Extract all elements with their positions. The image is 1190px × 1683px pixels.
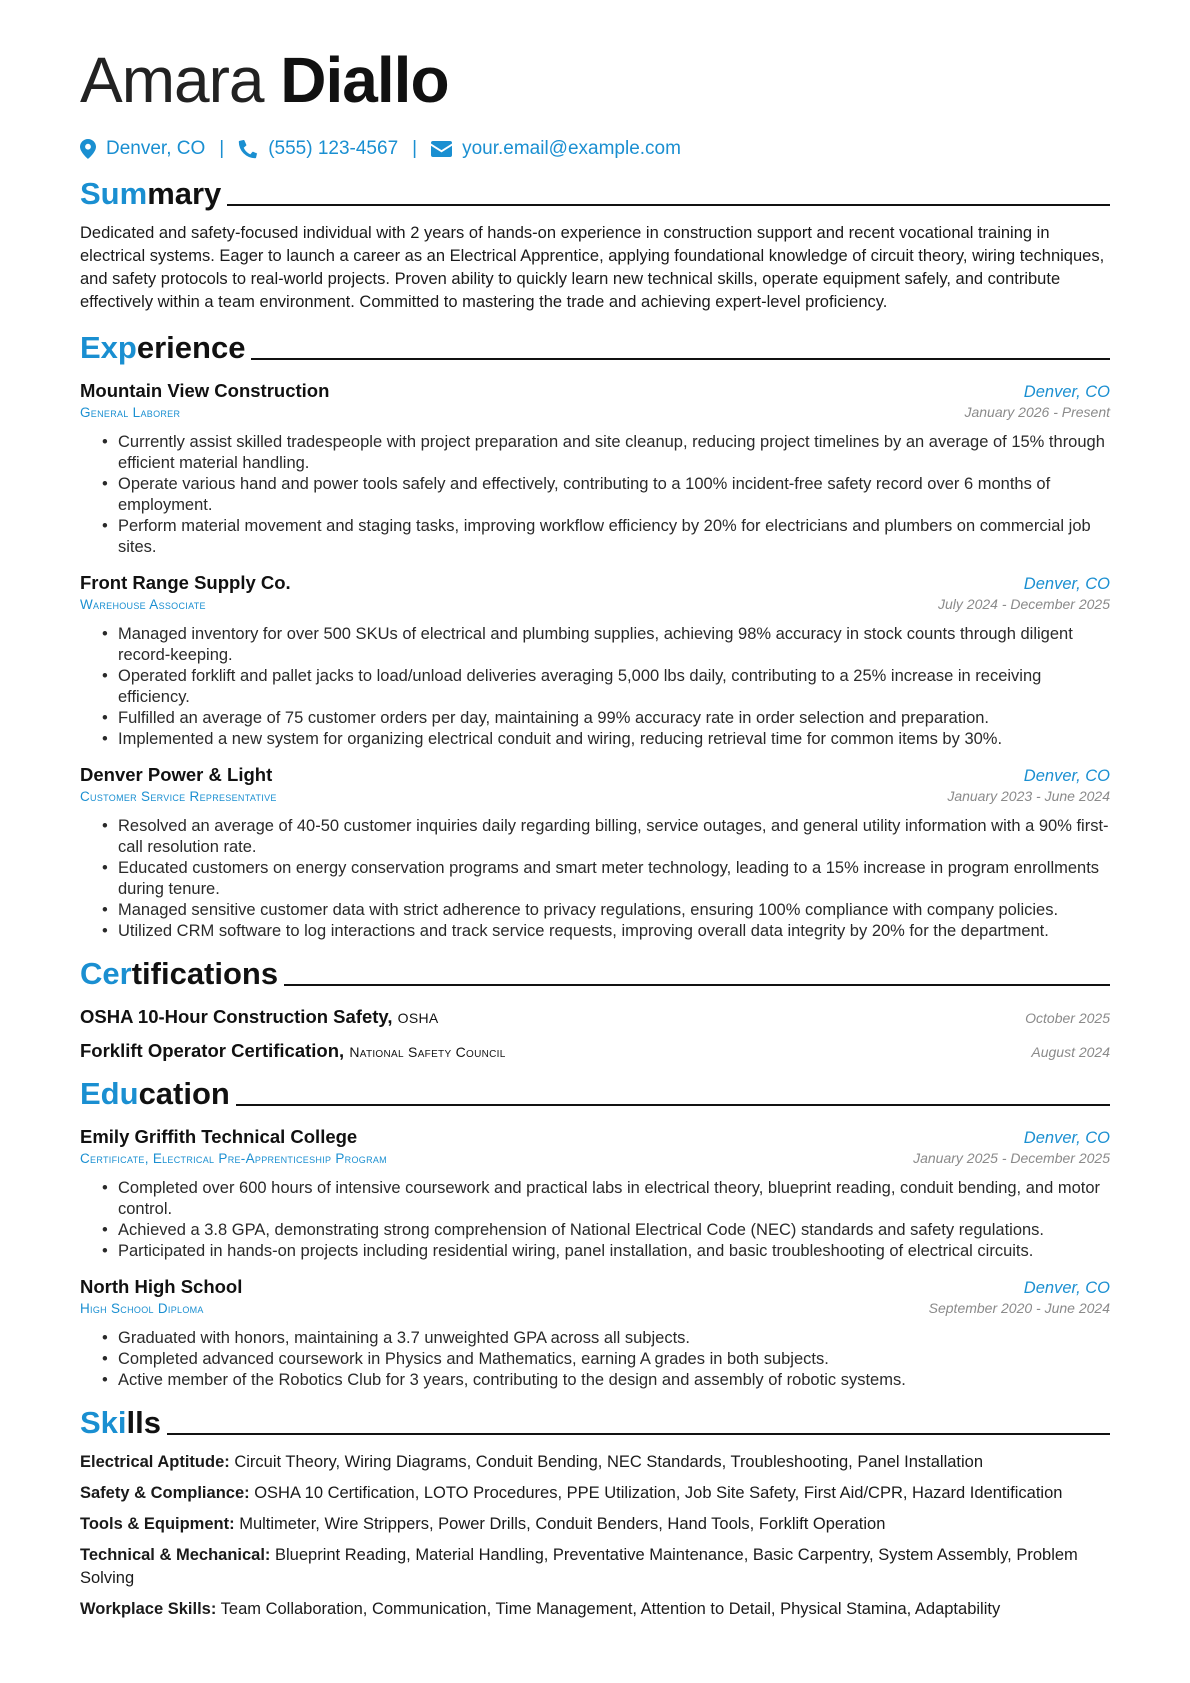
list-item: • Implemented a new system for organizing electrical conduit and wiring, reducing retrieval time for common items by 30%. — [118, 729, 1110, 750]
section-title: Skills — [80, 1405, 161, 1440]
skill-row — [80, 1451, 1110, 1474]
job-title: General Laborer — [80, 405, 181, 420]
list-item: • Perform material movement and staging tasks, improving workflow efficiency by 20% for electricians and plumbers on commercial job sites. — [118, 516, 1110, 558]
school-location: Denver, CO — [1023, 1129, 1110, 1147]
skill-values: Blueprint Reading, Material Handling, Preventative Maintenance, Basic Carpentry, System Assembly, Problem Solving — [80, 1546, 1078, 1587]
list-item: • Educated customers on energy conservation programs and smart meter technology, leading to a 15% increase in program enrollments during tenure. — [118, 858, 1110, 900]
location-text: Denver, CO — [106, 138, 206, 159]
job-dates: July 2024 - December 2025 — [938, 596, 1110, 612]
experience-heading — [80, 326, 1110, 366]
section-divider — [236, 1104, 1110, 1106]
education-entry — [80, 1126, 1110, 1262]
job-bullets — [80, 816, 1110, 942]
job-location: Denver, CO — [1023, 575, 1110, 593]
job-dates: January 2026 - Present — [964, 404, 1110, 420]
last-name: Diallo — [280, 44, 449, 116]
certification-issuer: National Safety Council — [349, 1044, 506, 1060]
certification-issuer: OSHA — [397, 1010, 439, 1026]
section-divider — [251, 358, 1110, 360]
job-title: Customer Service Representative — [80, 789, 277, 804]
skill-row — [80, 1513, 1110, 1536]
list-item: • Currently assist skilled tradespeople with project preparation and site cleanup, reducing project timelines by an average of 15% through efficient material handling. — [118, 432, 1110, 474]
degree-title: Certificate, Electrical Pre-Apprenticeship Program — [80, 1151, 387, 1166]
skill-category: Technical & Mechanical: — [80, 1546, 271, 1564]
section-divider — [167, 1433, 1110, 1435]
degree-title: High School Diploma — [80, 1301, 204, 1316]
job-bullets — [80, 624, 1110, 750]
job-bullets — [80, 432, 1110, 558]
certification-title: Forklift Operator Certification — [80, 1040, 340, 1061]
list-item: • Managed sensitive customer data with strict adherence to privacy regulations, ensuring 100% compliance with company policies. — [118, 900, 1110, 921]
certifications-heading — [80, 952, 1110, 992]
list-item: • Completed advanced coursework in Physics and Mathematics, earning A grades in both subjects. — [118, 1349, 1110, 1370]
job-location: Denver, CO — [1023, 767, 1110, 785]
certification-date: October 2025 — [1025, 1010, 1110, 1026]
school-location: Denver, CO — [1023, 1279, 1110, 1297]
job-location: Denver, CO — [1023, 383, 1110, 401]
skills-heading — [80, 1401, 1110, 1441]
contact-phone[interactable] — [238, 138, 398, 160]
school-dates: September 2020 - June 2024 — [928, 1300, 1110, 1316]
first-name: Amara — [80, 44, 264, 116]
contact-separator: | — [412, 138, 418, 159]
list-item: • Operate various hand and power tools safely and effectively, contributing to a 100% incident-free safety record over 6 months of employment. — [118, 474, 1110, 516]
certification-date: August 2024 — [1031, 1044, 1110, 1060]
skill-values: Multimeter, Wire Strippers, Power Drills, Conduit Benders, Hand Tools, Forklift Operation — [239, 1515, 886, 1533]
list-item: • Graduated with honors, maintaining a 3.7 unweighted GPA across all subjects. — [118, 1328, 1110, 1349]
list-item: • Resolved an average of 40-50 customer inquiries daily regarding billing, service outages, and general utility information with a 90% first-call resolution rate. — [118, 816, 1110, 858]
list-item: • Participated in hands-on projects including residential wiring, panel installation, and basic troubleshooting of electrical circuits. — [118, 1241, 1110, 1262]
employer-name: Front Range Supply Co. — [80, 572, 291, 593]
certification-title: OSHA 10-Hour Construction Safety — [80, 1006, 388, 1027]
employer-name: Mountain View Construction — [80, 380, 330, 401]
school-name: Emily Griffith Technical College — [80, 1126, 358, 1147]
contact-email[interactable] — [431, 138, 681, 160]
list-item: • Managed inventory for over 500 SKUs of electrical and plumbing supplies, achieving 98% accuracy in stock counts through diligent record-keeping. — [118, 624, 1110, 666]
skill-category: Safety & Compliance: — [80, 1484, 250, 1502]
skill-values: Team Collaboration, Communication, Time Management, Attention to Detail, Physical Stamina, Adaptability — [220, 1600, 1001, 1618]
experience-entry — [80, 380, 1110, 558]
skill-row — [80, 1544, 1110, 1590]
school-name: North High School — [80, 1276, 243, 1297]
section-title: Certifications — [80, 956, 279, 991]
section-title: Education — [80, 1076, 230, 1111]
skill-row — [80, 1598, 1110, 1621]
skill-row — [80, 1482, 1110, 1505]
candidate-name — [80, 0, 1110, 120]
phone-icon — [238, 139, 258, 159]
section-divider — [227, 204, 1110, 206]
section-title: Experience — [80, 330, 246, 365]
education-heading — [80, 1072, 1110, 1112]
experience-entry — [80, 764, 1110, 942]
contact-bar — [80, 134, 1110, 164]
summary-heading — [80, 172, 1110, 212]
skill-category: Electrical Aptitude: — [80, 1453, 230, 1471]
list-item: • Fulfilled an average of 75 customer orders per day, maintaining a 99% accuracy rate in order selection and preparation. — [118, 708, 1110, 729]
map-pin-icon — [80, 139, 96, 159]
job-dates: January 2023 - June 2024 — [947, 788, 1110, 804]
email-link[interactable]: your.email@example.com — [462, 138, 681, 159]
list-item: • Completed over 600 hours of intensive coursework and practical labs in electrical theory, blueprint reading, conduit bending, and motor control. — [118, 1178, 1110, 1220]
skill-category: Tools & Equipment: — [80, 1515, 235, 1533]
job-title: Warehouse Associate — [80, 597, 206, 612]
contact-location — [80, 138, 205, 160]
school-bullets — [80, 1178, 1110, 1262]
list-item: • Operated forklift and pallet jacks to load/unload deliveries averaging 5,000 lbs daily, contributing to a 25% increase in receiving efficiency. — [118, 666, 1110, 708]
skill-values: Circuit Theory, Wiring Diagrams, Conduit Bending, NEC Standards, Troubleshooting, Panel Installation — [234, 1453, 984, 1471]
section-title: Summary — [80, 176, 222, 211]
skill-category: Workplace Skills: — [80, 1600, 217, 1618]
list-item: • Active member of the Robotics Club for 3 years, contributing to the design and assembly of robotic systems. — [118, 1370, 1110, 1391]
summary-text: Dedicated and safety-focused individual with 2 years of hands-on experience in construction support and recent vocational training in electrical systems. Eager to launch a career as an Electrical Apprentice, applying foundational knowledge of circuit theory, wiring techniques, and safety protocols to real-world projects. Proven ability to quickly learn new technical skills, operate equipment safely, and contribute effectively within a team environment. Committed to mastering the trade and achieving expert-level proficiency. — [80, 224, 1105, 311]
school-dates: January 2025 - December 2025 — [913, 1150, 1110, 1166]
education-entry — [80, 1276, 1110, 1391]
certification-item: OSHA 10-Hour Construction Safety, OSHA October 2025 — [80, 1006, 1110, 1027]
list-item: • Utilized CRM software to log interactions and track service requests, improving overall data integrity by 20% for the department. — [118, 921, 1110, 942]
list-item: • Achieved a 3.8 GPA, demonstrating strong comprehension of National Electrical Code (NEC) standards and safety regulations. — [118, 1220, 1110, 1241]
contact-separator: | — [219, 138, 225, 159]
section-divider — [284, 984, 1110, 986]
employer-name: Denver Power & Light — [80, 764, 273, 785]
skill-values: OSHA 10 Certification, LOTO Procedures, PPE Utilization, Job Site Safety, First Aid/CPR, Hazard Identification — [254, 1484, 1063, 1502]
envelope-icon — [431, 141, 452, 157]
phone-text: (555) 123-4567 — [268, 138, 399, 159]
certification-item: Forklift Operator Certification, National Safety Council August 2024 — [80, 1040, 1110, 1061]
school-bullets — [80, 1328, 1110, 1391]
experience-entry — [80, 572, 1110, 750]
